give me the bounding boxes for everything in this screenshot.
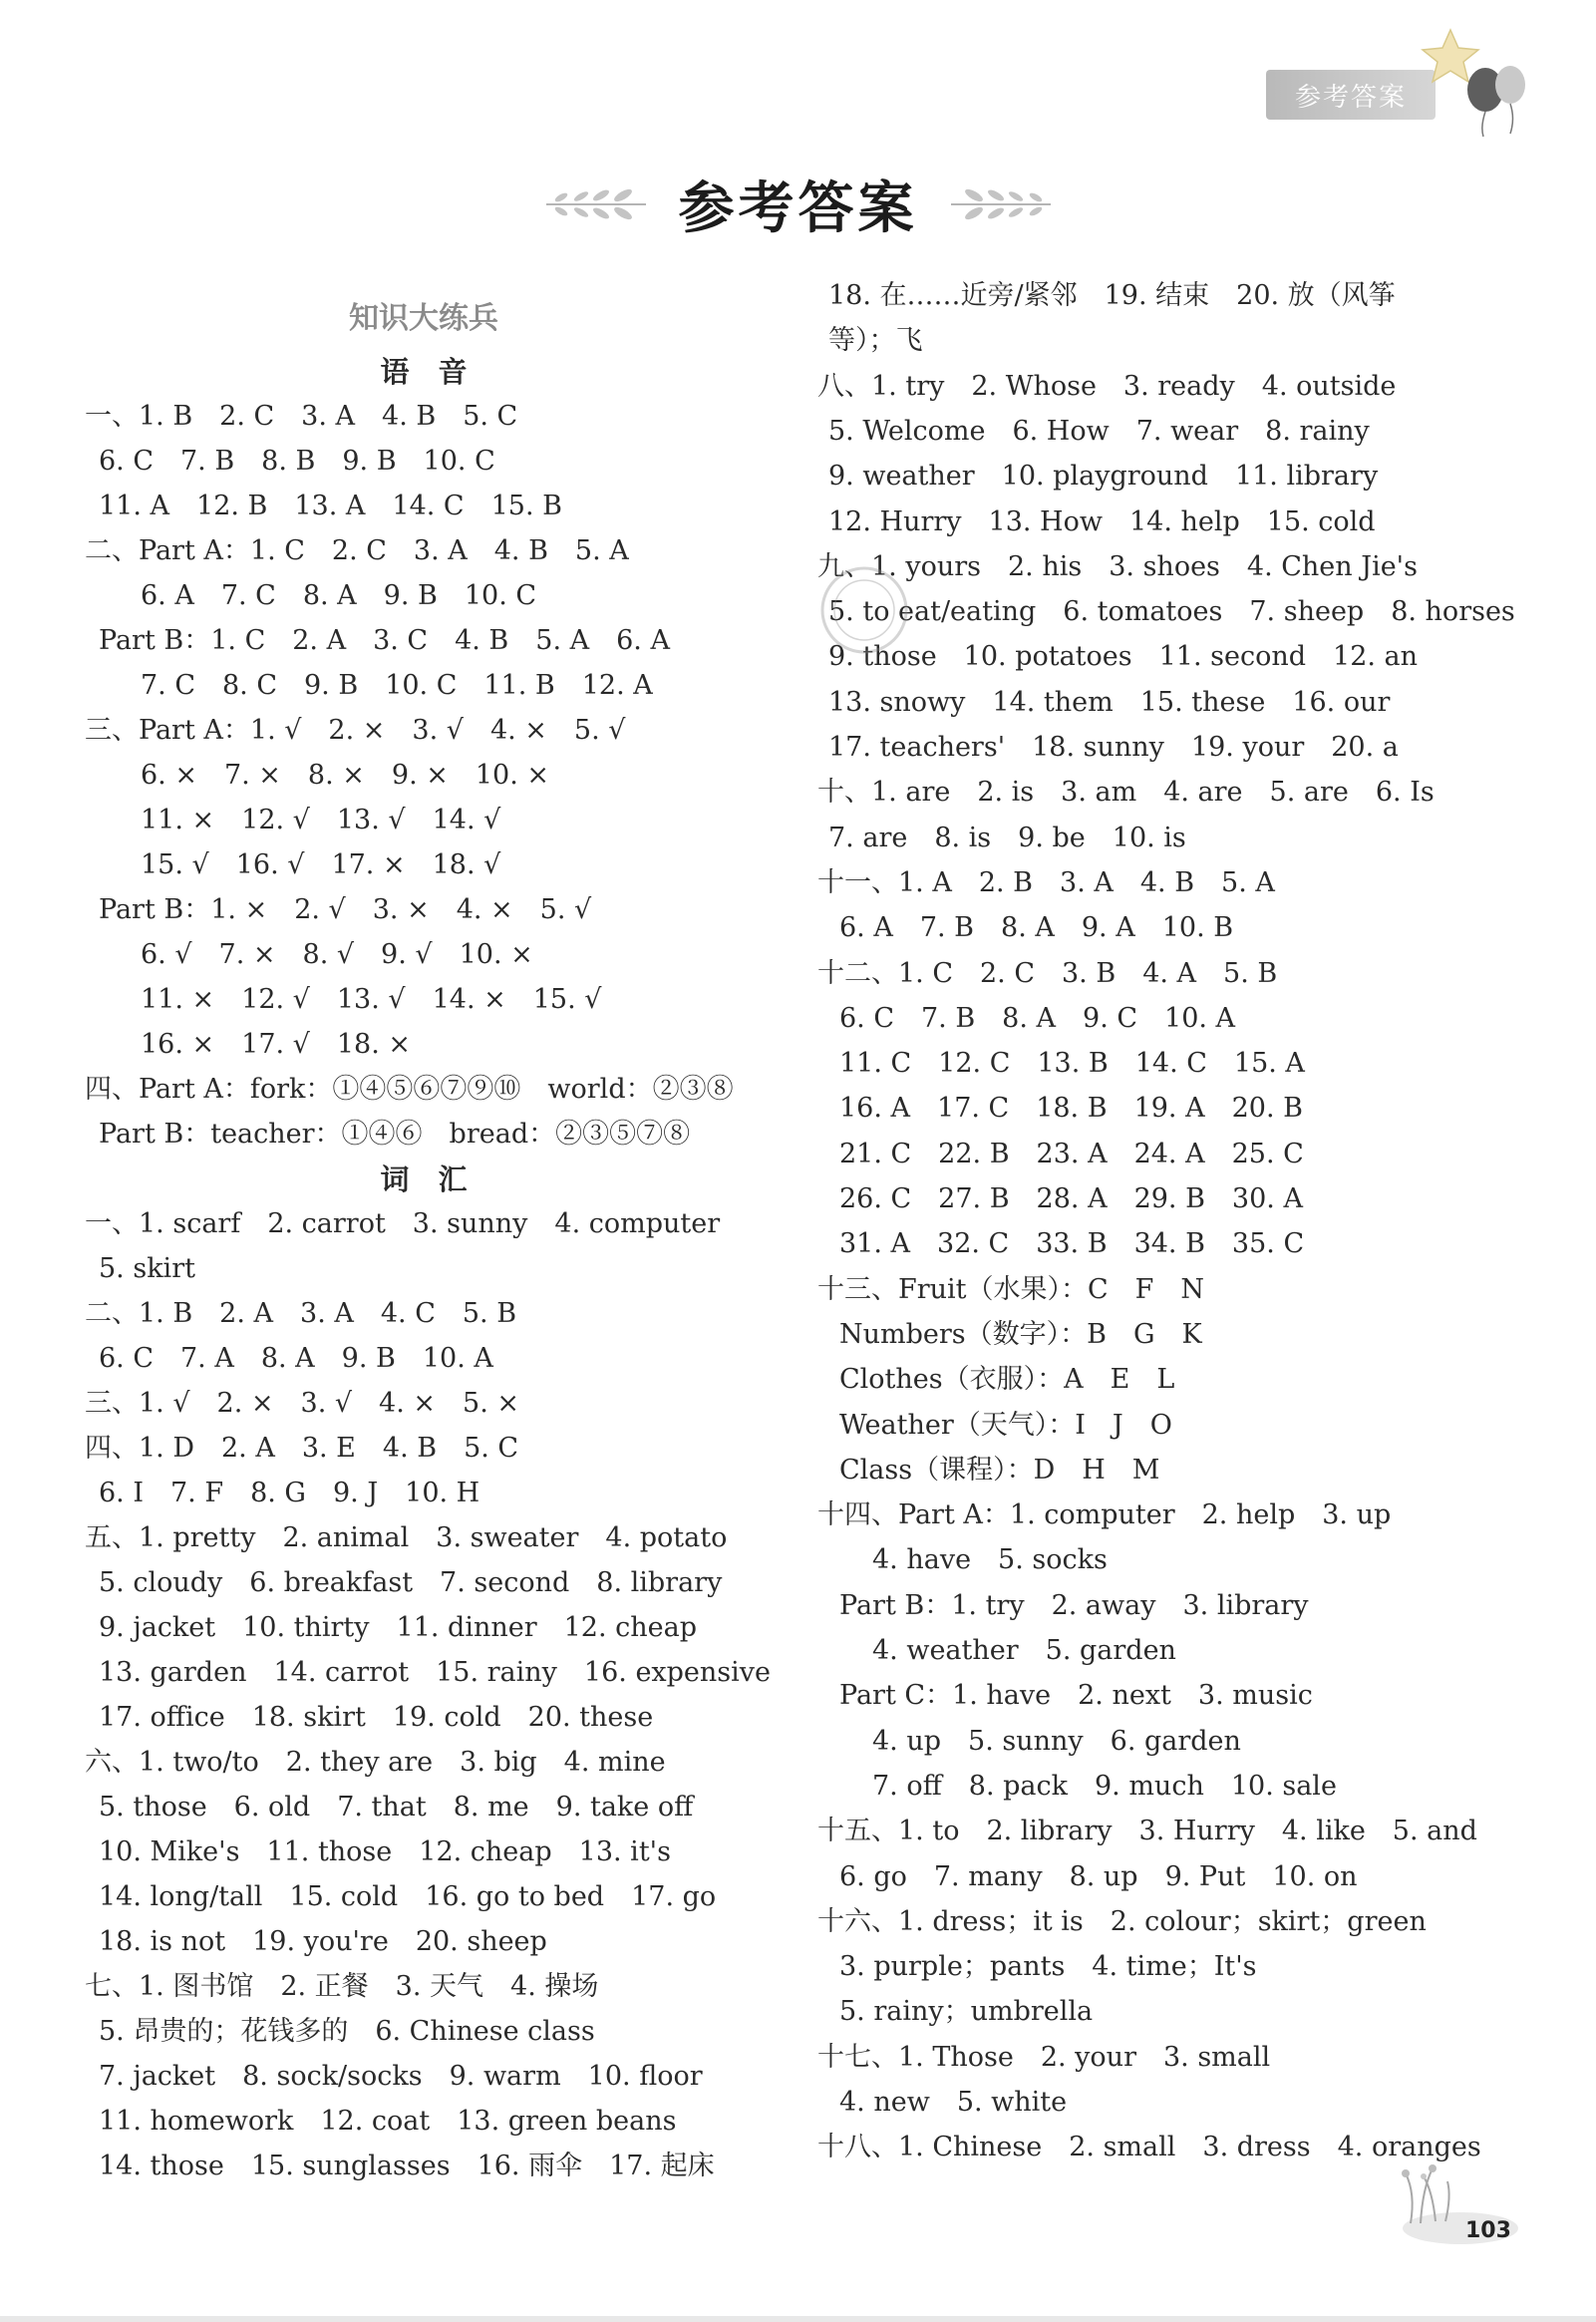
answer-line: 十四、Part A：1. computer 2. help 3. up [817,1499,1392,1531]
answer-line: 7. off 8. pack 9. much 10. sale [872,1770,1337,1802]
answer-line: 四、1. D 2. A 3. E 4. B 5. C [85,1433,519,1464]
answer-line: 十五、1. to 2. library 3. Hurry 4. like 5. and [817,1816,1477,1847]
answer-line: 11. × 12. √ 13. √ 14. × 15. √ [141,984,602,1015]
answer-line: 10. Mike's 11. those 12. cheap 13. it's [99,1836,671,1867]
answer-line: 5. those 6. old 7. that 8. me 9. take off [99,1792,694,1823]
answer-line: 11. homework 12. coat 13. green beans [99,2106,677,2137]
answer-line: 一、1. B 2. C 3. A 4. B 5. C [85,401,518,432]
answer-line: Clothes（衣服）：A E L [839,1364,1175,1396]
answer-line: 3. purple；pants 4. time；It's [839,1951,1257,1983]
answer-line: Part B：1. × 2. √ 3. × 4. × 5. √ [99,894,592,925]
page-title: 参考答案 [678,176,918,241]
answer-line: 6. I 7. F 8. G 9. J 10. H [99,1478,480,1508]
left-leaf-ornament-icon [541,184,651,224]
answer-line: 6. C 7. A 8. A 9. B 10. A [99,1343,493,1374]
answer-line: 5. cloudy 6. breakfast 7. second 8. library [99,1567,723,1598]
answer-line: Class（课程）：D H M [839,1454,1160,1486]
answer-line: 6. √ 7. × 8. √ 9. √ 10. × [141,939,533,970]
answer-line: Part B：teacher：①④⑥ bread：②③⑤⑦⑧ [99,1119,691,1150]
answer-line: 31. A 32. C 33. B 34. B 35. C [839,1228,1305,1260]
answer-line: 11. × 12. √ 13. √ 14. √ [141,805,501,835]
answer-line: 14. long/tall 15. cold 16. go to bed 17. go [99,1881,717,1912]
answer-line: 9. weather 10. playground 11. library [828,461,1379,493]
answer-line: 11. A 12. B 13. A 14. C 15. B [99,491,562,521]
answer-line: 等）；飞 [828,325,923,357]
answer-line: 5. Welcome 6. How 7. wear 8. rainy [828,415,1370,447]
answer-line: 7. jacket 8. sock/socks 9. warm 10. floor [99,2061,703,2092]
answer-line: 12. Hurry 13. How 14. help 15. cold [828,505,1376,537]
answer-line: 十二、1. C 2. C 3. B 4. A 5. B [817,957,1278,989]
watermark-stamp-icon [817,563,912,658]
answer-line: 4. weather 5. garden [872,1635,1176,1666]
answer-line: 26. C 27. B 28. A 29. B 30. A [839,1183,1303,1214]
answer-line: 4. up 5. sunny 6. garden [872,1725,1241,1757]
answer-line: Weather（天气）：I J O [839,1409,1172,1441]
answer-line: 18. is not 19. you're 20. sheep [99,1926,547,1957]
answer-line: 5. skirt [99,1253,195,1284]
answer-line: 15. √ 16. √ 17. × 18. √ [141,849,501,880]
answer-line: 十、1. are 2. is 3. am 4. are 5. are 6. Is [817,777,1435,809]
section-title: 知识大练兵 [349,301,498,336]
answer-line: 13. garden 14. carrot 15. rainy 16. expensive [99,1657,772,1688]
answer-line: 6. C 7. B 8. A 9. C 10. A [839,1002,1236,1034]
answer-line: 六、1. two/to 2. they are 3. big 4. mine [85,1747,666,1778]
answer-line: 五、1. pretty 2. animal 3. sweater 4. potato [85,1522,728,1553]
answer-line: 二、Part A：1. C 2. C 3. A 4. B 5. A [85,535,629,566]
answer-line: Part B：1. C 2. A 3. C 4. B 5. A 6. A [99,625,670,656]
answer-line: 6. go 7. many 8. up 9. Put 10. on [839,1860,1358,1892]
answer-line: 16. A 17. C 18. B 19. A 20. B [839,1093,1303,1125]
answer-line: 21. C 22. B 23. A 24. A 25. C [839,1138,1304,1169]
answer-line: 5. 昂贵的；花钱多的 6. Chinese class [99,2016,595,2047]
answer-line: 十七、1. Those 2. your 3. small [817,2041,1271,2073]
answer-line: 16. × 17. √ 18. × [141,1029,412,1060]
answer-line: 七、1. 图书馆 2. 正餐 3. 天气 4. 操场 [85,1971,599,2002]
page-number: 103 [1465,2218,1511,2243]
answer-line: 十八、1. Chinese 2. small 3. dress 4. oranges [817,2132,1481,2163]
answer-line: 6. A 7. C 8. A 9. B 10. C [141,580,537,611]
corner-tag: 参考答案 [1266,70,1436,120]
answer-line: 6. C 7. B 8. B 9. B 10. C [99,446,495,477]
answer-line: 三、Part A：1. √ 2. × 3. √ 4. × 5. √ [85,715,626,746]
answer-line: 二、1. B 2. A 3. A 4. C 5. B [85,1298,517,1329]
answer-line: 5. rainy；umbrella [839,1996,1094,2028]
answer-line: 9. those 10. potatoes 11. second 12. an [828,641,1419,673]
answer-line: 9. jacket 10. thirty 11. dinner 12. cheap [99,1612,698,1643]
answer-line: 四、Part A：fork：①④⑤⑥⑦⑨⑩ world：②③⑧ [85,1074,734,1105]
answer-line: 4. new 5. white [839,2087,1068,2118]
answer-line: 九、1. yours 2. his 3. shoes 4. Chen Jie's [817,550,1418,582]
answer-line: 6. × 7. × 8. × 9. × 10. × [141,760,550,791]
answer-line: Numbers（数字）：B G K [839,1318,1202,1350]
balloons-icon [1416,10,1545,140]
answer-line: Part B：1. try 2. away 3. library [839,1589,1309,1621]
answer-line: 八、1. try 2. Whose 3. ready 4. outside [817,370,1397,402]
answer-line: 7. C 8. C 9. B 10. C 11. B 12. A [141,670,653,701]
answer-line: 一、1. scarf 2. carrot 3. sunny 4. computer [85,1208,721,1239]
subsection-heading: 词 汇 [380,1162,468,1196]
subsection-heading: 语 音 [380,355,468,389]
answer-line: 7. are 8. is 9. be 10. is [828,822,1186,853]
answer-line: 17. office 18. skirt 19. cold 20. these [99,1702,654,1733]
answer-line: 5. to eat/eating 6. tomatoes 7. sheep 8. horses [828,596,1515,628]
answer-line: 6. A 7. B 8. A 9. A 10. B [839,912,1234,944]
answer-line: 13. snowy 14. them 15. these 16. our [828,686,1391,718]
answer-line: 18. 在……近旁/紧邻 19. 结束 20. 放（风筝 [828,280,1396,311]
answer-line: 十三、Fruit（水果）：C F N [817,1273,1205,1305]
answer-line: 14. those 15. sunglasses 16. 雨伞 17. 起床 [99,2151,715,2181]
answer-line: 十六、1. dress；it is 2. colour；skirt；green [817,1905,1427,1937]
answer-line: 三、1. √ 2. × 3. √ 4. × 5. × [85,1388,519,1419]
answer-line: 十一、1. A 2. B 3. A 4. B 5. A [817,866,1275,898]
answer-line: Part C：1. have 2. next 3. music [839,1680,1313,1712]
answer-line: 17. teachers' 18. sunny 19. your 20. a [828,732,1399,763]
right-leaf-ornament-icon [946,184,1056,224]
answer-line: 11. C 12. C 13. B 14. C 15. A [839,1048,1305,1080]
answer-line: 4. have 5. socks [872,1544,1108,1576]
